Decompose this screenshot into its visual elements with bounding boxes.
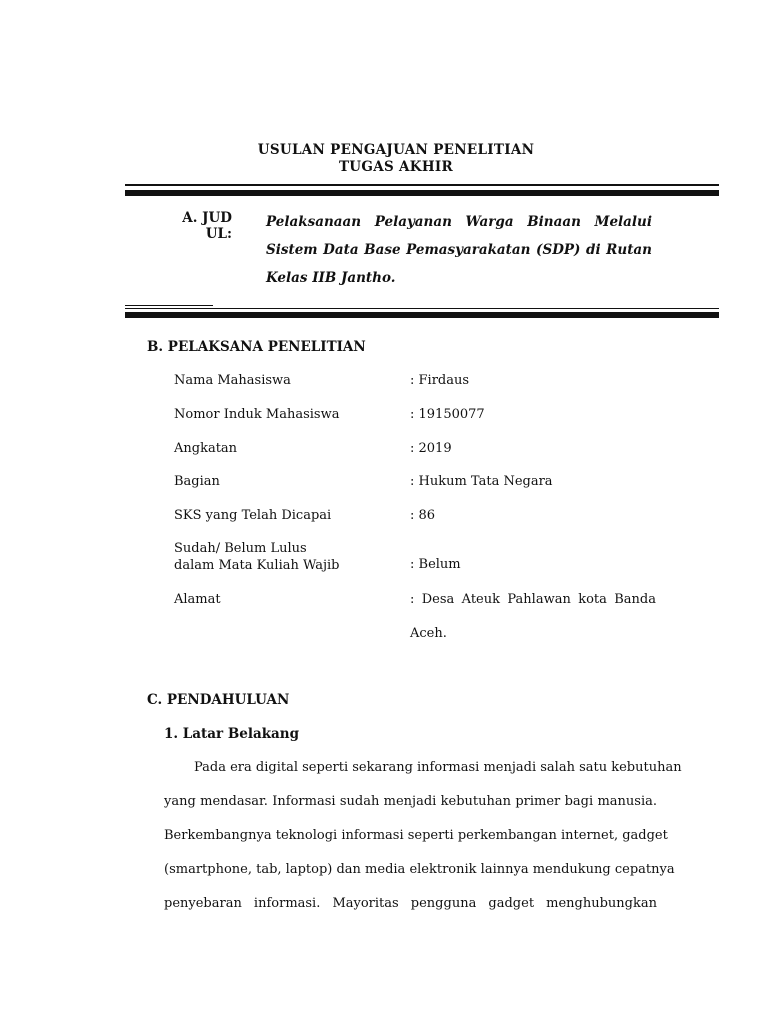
subsection-heading: 1. Latar Belakang xyxy=(164,726,300,742)
judul-label-line2: UL: xyxy=(205,226,232,242)
judul-label xyxy=(160,210,232,242)
judul-text: Pelaksanaan Pelayanan Warga Binaan Melalui Sistem Data Base Pemasyarakatan (SDP) di Rutan Kelas IIB Jantho. xyxy=(266,214,652,286)
bottom-rule-thin xyxy=(125,308,719,309)
section-b-heading: B. PELAKSANA PENELITIAN xyxy=(147,339,366,355)
row-label-angkatan: Angkatan xyxy=(174,441,238,456)
row-label-bagian: Bagian xyxy=(174,474,220,489)
judul-label-line1: A. JUD xyxy=(182,210,232,226)
row-value-nama: : Firdaus xyxy=(410,373,470,388)
document-title: USULAN PENGAJUAN PENELITIAN xyxy=(257,142,535,158)
bottom-rule-thick xyxy=(125,312,719,318)
row-value-nim: : 19150077 xyxy=(410,407,485,422)
section-c-heading: C. PENDAHULUAN xyxy=(147,692,290,708)
paragraph-line: penyebaran informasi. Mayoritas pengguna gadget menghubungkan xyxy=(164,896,657,911)
row-value-sks: : 86 xyxy=(410,508,436,523)
row-label-alamat: Alamat xyxy=(174,592,221,607)
paragraph-line: yang mendasar. Informasi sudah menjadi kebutuhan primer bagi manusia. xyxy=(164,794,657,809)
row-value-angkatan: : 2019 xyxy=(410,441,452,456)
row-label-lulus-line1: Sudah/ Belum Lulus xyxy=(174,541,307,556)
paragraph-line: Pada era digital seperti sekarang informasi menjadi salah satu kebutuhan xyxy=(194,760,682,775)
row-label-nim: Nomor Induk Mahasiswa xyxy=(174,407,340,422)
row-value-lulus: : Belum xyxy=(410,557,461,572)
paragraph-line: Berkembangnya teknologi informasi seperti perkembangan internet, gadget xyxy=(164,828,668,843)
paragraph-line: (smartphone, tab, laptop) dan media elektronik lainnya mendukung cepatnya xyxy=(164,862,675,877)
document-subtitle: TUGAS AKHIR xyxy=(338,159,454,175)
row-label-sks: SKS yang Telah Dicapai xyxy=(174,508,332,523)
row-value-bagian: : Hukum Tata Negara xyxy=(410,474,553,489)
bottom-rule-short xyxy=(125,305,213,306)
row-label-lulus-line2: dalam Mata Kuliah Wajib xyxy=(174,558,340,573)
row-value-alamat: : Desa Ateuk Pahlawan kota Banda Aceh. xyxy=(410,592,656,641)
top-rule-thick xyxy=(125,190,719,196)
body-paragraph xyxy=(164,751,682,921)
row-label-lulus xyxy=(174,540,404,574)
row-label-nama: Nama Mahasiswa xyxy=(174,373,291,388)
top-rule-thin xyxy=(125,184,719,186)
